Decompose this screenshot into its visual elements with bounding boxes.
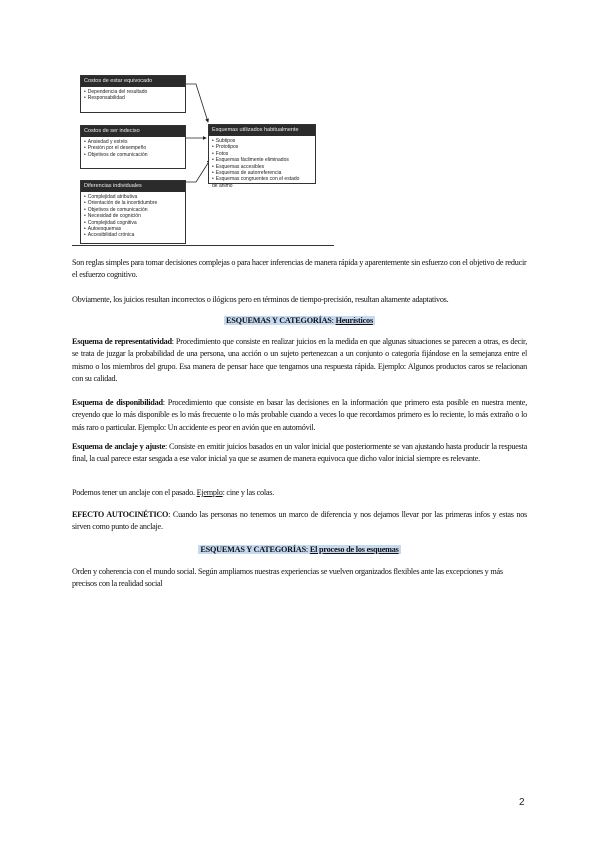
- heading-highlight: [198, 545, 400, 554]
- term-anclaje: Esquema de anclaje y ajuste: [72, 442, 165, 451]
- box-esquemas-habituales: [208, 124, 316, 189]
- term-efecto-autocinetico: EFECTO AUTOCINÉTICO: [72, 510, 169, 519]
- term-representatividad: Esquema de representatividad: [72, 337, 172, 346]
- list-item: • Responsabilidad: [84, 95, 182, 101]
- list-item: • Esquemas de autorreferencia: [212, 170, 312, 176]
- list-item: • Subtipos: [212, 138, 312, 144]
- list-item: • Objetivos de comunicación: [84, 207, 182, 213]
- paragraph-representatividad: [72, 336, 527, 385]
- schema-diagram: [72, 72, 334, 248]
- example-label: Ejemplo: [196, 488, 223, 497]
- paragraph-anclaje: [72, 441, 527, 466]
- list-item: • Esquemas congruentes con el estado de ánimo: [212, 176, 304, 189]
- paragraph-heuristics-intro: Son reglas simples para tomar decisiones complejas o para hacer inferencias de manera rápida y aparentemente sin esfuerzo con el objetivo de reducir el esfuerzo cognitivo.: [72, 258, 527, 280]
- heading-sep: :: [305, 545, 310, 554]
- box-diferencias-individuales: [80, 180, 186, 244]
- paragraph-obviamente: Obviamente, los juicios resultan incorrectos o ilógicos pero en términos de tiempo-precisión, resultan altamente adaptativos.: [72, 295, 449, 304]
- heading-main: ESQUEMAS Y CATEGORÍAS: [200, 545, 306, 554]
- paragraph-disponibilidad: [72, 397, 527, 434]
- figure-baseline: [72, 245, 334, 246]
- box-costos-equivocado: [80, 75, 186, 113]
- section-heading-heuristicos: [72, 315, 527, 327]
- list-item: • Presión por el desempeño: [84, 145, 182, 151]
- paragraph-text: Podemos tener un anclaje con el pasado.: [72, 488, 197, 497]
- paragraph-text: : Consiste en emitir juicios basados en un valor inicial que posteriormente se van ajustando hasta producir la respuesta final, la cual parece estar sesgada a ese valor inicial ya que se asumen de manera equivoca que dicho valor inicial siempre es relevante.: [72, 442, 528, 464]
- box-title: Costos de ser indeciso: [81, 126, 185, 137]
- paragraph-text: : Cuando las personas no tenemos un marco de diferencia y nos dejamos llevar por las primeras infos y estas nos sirven como punto de anclaje.: [72, 510, 527, 532]
- list-item: • Dependencia del resultado: [84, 89, 182, 95]
- box-title: Esquemas utilizados habitualmente: [209, 125, 315, 136]
- paragraph-orden-coherencia: Orden y coherencia con el mundo social. Según ampliamos nuestras experiencias se vuelven organizados flexibles ante las excepciones y más precisos con la realidad social: [72, 567, 503, 589]
- paragraph-anclaje-pasado: [72, 487, 527, 499]
- term-disponibilidad: Esquema de disponibilidad: [72, 398, 163, 407]
- list-item: • Autoesquemas: [84, 226, 182, 232]
- heading-sub: El proceso de los esquemas: [309, 545, 399, 554]
- list-item: • Ansiedad y estrés: [84, 139, 182, 145]
- section-heading-proceso: [72, 544, 527, 556]
- list-item: • Necesidad de cognición: [84, 213, 182, 219]
- paragraph-text: : Procedimiento que consiste en basar las decisiones en la información que primero esta posible en nuestra mente, creyendo que lo más disponible es lo más frecuente o lo más probable cuando a veces lo que recordamos primero es lo reciente, lo más extraño o lo más raro o particular. Ejemplo: Un accidente es peor en avión que en automóvil.: [72, 398, 527, 432]
- list-item: • Objetivos de comunicación: [84, 152, 182, 158]
- list-item: • Prototipos: [212, 144, 312, 150]
- heading-main: ESQUEMAS Y CATEGORÍAS: [226, 316, 332, 325]
- page-number: 2: [519, 797, 525, 808]
- list-item: • Complejidad cognitiva: [84, 220, 182, 226]
- list-item: • Esquemas accesibles: [212, 164, 312, 170]
- list-item: • Esquemas fácilmente eliminados: [212, 157, 312, 163]
- list-item: • Orientación de la incertidumbre: [84, 200, 182, 206]
- paragraph-text: : cine y las colas.: [222, 488, 275, 497]
- heading-sub: Heurísticos: [335, 316, 373, 325]
- paragraph-text: : Procedimiento que consiste en realizar juicios en la medida en que algunas situaciones se parecen a otras, es decir, se trata de juzgar la probabilidad de una persona, una acción o un sujeto pertenezcan a un conjunto o categoría fijándose en la semejanza entre el mismo o los miembros del grupo. Esa manera de pensar hace que tengamos una respuesta rápida. Ejemplo: Algunos productos caros se relacionan con su calidad.: [72, 337, 527, 383]
- heading-sep: :: [331, 316, 336, 325]
- box-title: Costos de estar equivocado: [81, 76, 185, 87]
- box-costos-indeciso: [80, 125, 186, 169]
- box-title: Diferencias individuales: [81, 181, 185, 192]
- paragraph-efecto-autocinetico: [72, 509, 527, 534]
- list-item: • Fotos: [212, 151, 312, 157]
- heading-highlight: [224, 316, 375, 325]
- list-item: • Accesibilidad crónica: [84, 232, 182, 238]
- list-item: • Complejidad atributiva: [84, 194, 182, 200]
